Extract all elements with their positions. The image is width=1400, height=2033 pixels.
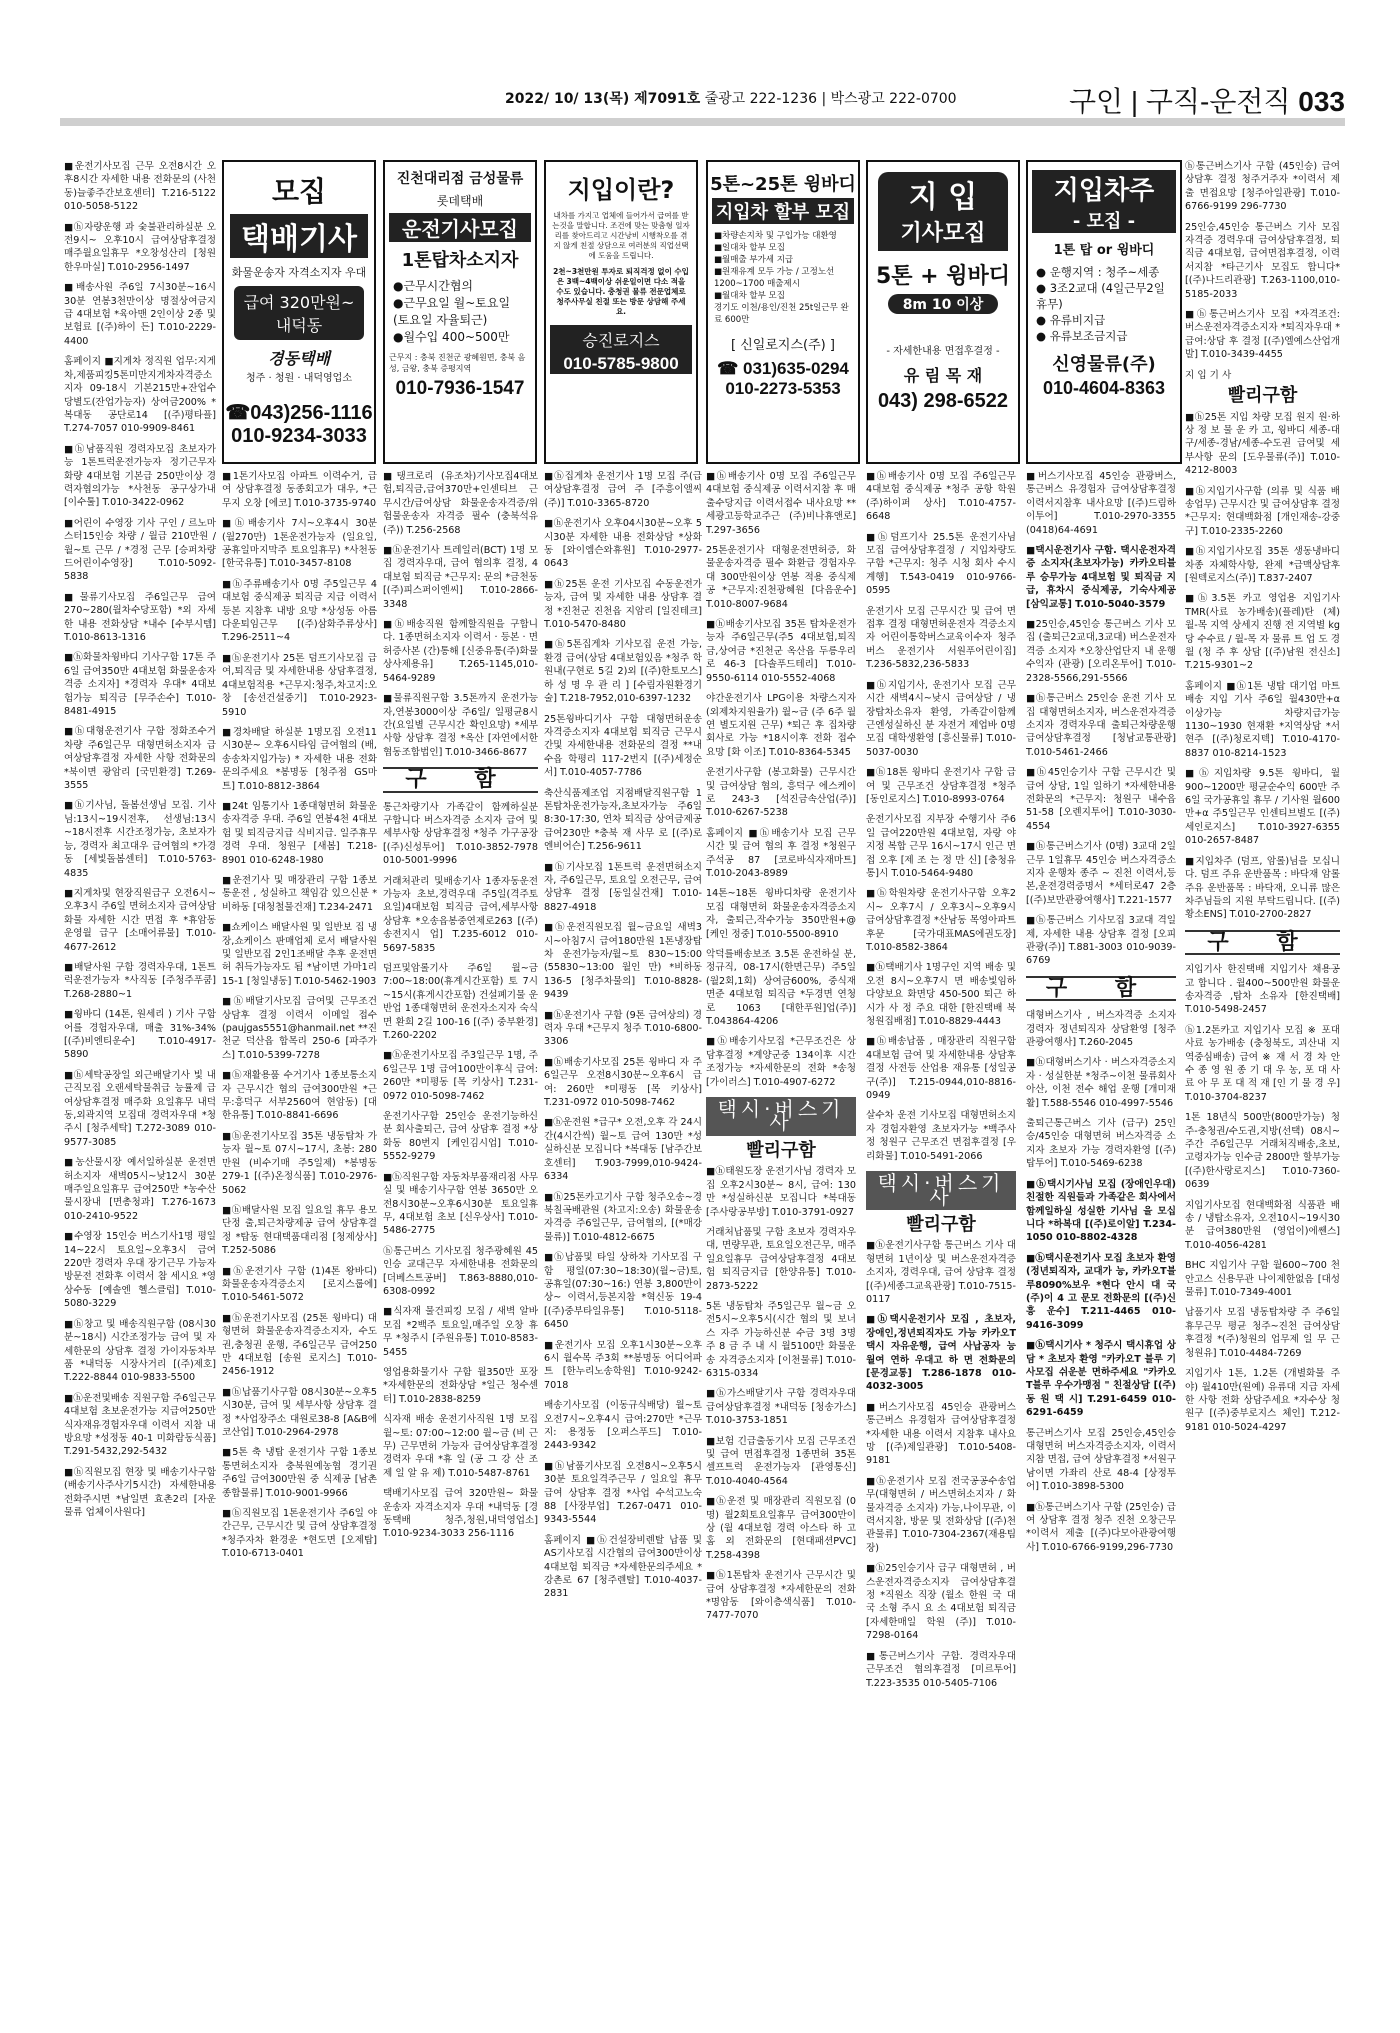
- classified-ad: ■보험 긴급출동기사 모집 근무조건 및 급여 면접후결정 1종면허 35톤 셀프트럭 운전가능자 [관영통신] T.010-4040-4564: [706, 1435, 856, 1487]
- classified-ad: ■ⓗ통근버스기사 구함 (25인승) 급여 상담후 결정 청주 진천 오창근무 *이력서 제출 [(주)다모아관광여행사] T.010-6766-9199,296-7730: [1026, 1501, 1176, 1553]
- box-ad-yurim: [866, 160, 1020, 464]
- classified-ad: 14톤~18톤 윙바디차량 운전기사 모집 대형면허 화물운송자격증소지자, 출퇴근,작수가능 350만원+@ [케인 정중] T.010-5500-8910: [706, 888, 856, 940]
- box-area: 근무지 : 충북 진천군 광혜원면, 충북 음성, 금왕, 충북 증평지역: [389, 353, 526, 373]
- box-ad-kyungdong: [222, 160, 376, 464]
- classified-ad: ⓗ1.2톤카고 지입기사 모집 ※ 포대사료 농가배송 (충청북도, 괴산내 지역중심배송) 급여 ※ 재 서 경 차 안 수 종 영 원 종 기 대 우 농, 포 대 사 료 아 무 포 대 적 재 [인 기 물 경 우] T.010-3704-8237: [1185, 1024, 1340, 1103]
- box-title-2: 지입차 할부 모집: [712, 198, 854, 224]
- classified-ad: ■ⓗ배송기사 0명 모집 주6일근무 4대보험 중식제공 이력서지참 후 매출수당지급 이력서접수 내사요망 **세광고등학교주근 (주)비나휴앤로] T.297-3656: [706, 471, 856, 536]
- ad-column-6: [866, 470, 1016, 2020]
- classified-ad: ■ⓗ통근버스기사 (0명) 3교대 2일근무 1일휴무 45인승 버스자격증소지자 운행차 종주 ~ 진천 이력서,등본,운전경력증명서 *세터로47 2층 [(주)보만관광여행사] T.221-1577: [1026, 841, 1176, 906]
- classified-ad: ■ⓗ운전기사 구함 (1)4톤 왕바디) 화물운송자격증소지 [로지스룹에] T.010-5461-5072: [222, 1265, 377, 1304]
- section-heading-guham: 구 함: [1026, 976, 1176, 1001]
- classified-ad: ■ⓗ운전기사 트레일러(BCT) 1명 모집 경력자우대, 급여 협의후 결정, 4대보험 퇴직금 *근무지: 문의 *금천동 [(주)피스퍼이엔씨] T.010-2866-3348: [383, 545, 538, 610]
- company-logo: 경동택배: [268, 349, 330, 368]
- box-title-1: 5톤~25톤 윙바디: [710, 174, 856, 195]
- classified-ad: 출퇴근통근버스 기사 (급구) 25인승/45인승 대형면허 버스자격증 소지자 초보자 가능 경력자환영 [(주)탑투어] T.010-5469-6238: [1026, 1118, 1176, 1170]
- classified-ad: ■ⓗ배송기사 0명 모집 주6일근무 4대보험 중식제공 *청주 공항 학원 (주)하이퍼 상사] T.010-4757-6648: [866, 471, 1016, 523]
- classified-ad: ■ⓗ대형운전기사 구함 정화조수거차량 주6일근무 대형면허소지자 급여상담후결정 자세한 사항 전화문의 *북이면 광암리 [국민환경] T.269-3555: [64, 726, 216, 792]
- box-item: 경기도 이천/용인/진천 25t일근무 완료 600만: [714, 303, 849, 325]
- classified-ad: 영업용화물기사 구함 월350만 포장 *자세한문의 전화상담 *일근 청수센터] T.010-2838-8259: [383, 1366, 538, 1405]
- classified-ad: 배송기사모집 (이동규식배당) 월~토 오전7시~오후4시 급여:270만 *근무지: 용정동 [오퍼스푸드] T.010-2443-9342: [544, 1400, 702, 1452]
- classified-ad: ■ⓗ직원구함 자동차부품재리점 사무실 및 배송기사구함 연봉 3650만 오전8시30분~오후6시30분 토요일휴무, 4대보험 초보 [신우상사] T.010-5486-2775: [383, 1171, 538, 1237]
- classified-ad: ■어린이 수영장 기사 구인 / 르노마스터15인승 차량 / 월급 210만원 / 월~토 근무 / *경정 근무 [승퍼차량드어린이수영장] T.010-5092-5838: [64, 517, 216, 583]
- ad-column-1: [64, 160, 216, 2020]
- box-title: 운전기사모집: [389, 213, 531, 242]
- classified-ad: ■버스기사모집 45인승 관광버스,통근버스 유경험자 급여상담후결정 이력서지참후 내사요망 [(주)드림하이투어] T.010-2970-3355 (0418)64-4691: [1026, 471, 1176, 536]
- box-phone-2: 010-9234-3033: [231, 425, 367, 447]
- classified-ad: 야간운전기사 LPG이용 차량스지자(외제차지원율가) 월~금 (주 6주 월 연 별도지원 근무) *퇴근 후 집차량 회사로 가능 *18시이후 전화 접수 요망 [화 이조] T.010-8364-5345: [706, 693, 856, 758]
- classified-ad: ■윙바디 (14톤, 원세리 ) 기사 구함 어를 경험자우대, 매출 31%-34% [(주)비엔티운수] T.010-4917-5890: [64, 1009, 216, 1061]
- classified-ad: ■ⓗ운전기사 구함 (9톤 급여상의) 경력자 우대 *근무지 청주 T.010-6800-3306: [544, 1009, 702, 1048]
- box-desc-2: 2천~3천만원 투자로 퇴직걱정 없이 수입은 3백~4백이상 쉬운일이면 다소 적을 수도 있습니다. 충청권 물류 전문업체로 청주사무실 친절 또는 방문 상담해 주세요.: [553, 267, 689, 316]
- ad-column-7: [1026, 470, 1176, 2020]
- classified-ad: ■ⓗ자량운행 과 숯불관리하실분 오전9시~ 오후10시 급여상담후결정 매주월요일휴무 *오창성산리 [청원한우마실] T.010-2956-1497: [64, 221, 216, 273]
- classified-ad: ■ⓗ학원차량 운전기사구함 오후2시~ 오후7시 / 오후3시~오후9시 급여상담후결정 *산남동 목영아파트후문 [국가대표MAS에권도장] T.010-8582-3864: [866, 888, 1016, 953]
- section-heading-guham: 구 함: [383, 767, 538, 792]
- classified-ad: ■운전기사모집 근무 오전8시간 오후8시간 자세한 내용 전화문의 (사천동)늘좋주간보호센터] T.216-5122 010-5058-5122: [64, 161, 216, 213]
- classified-ad: ■ⓗ5톤집게차 기사모집 운전 가능, 환경 급여(상담 4대보험있음 *청주 학원내(구현로 5길 2)외 [(주)한토모스] 하 성 명 우 관 리 ] [수림자원환경기술] T.218-7952,010-6397-1232: [544, 639, 702, 705]
- issue-info: [505, 88, 957, 108]
- section-subheading-quick: 빨리구함: [1227, 385, 1298, 407]
- classified-ad: ■물류직원구함 3.5톤까지 운전가능자,연봉3000이상 주6일/ 일평균8시간(요일별 근무시간 확인요망) *세부사항 상담후 결정 *옥산 [자연에서한협동조합법인] T.010-3466-8677: [383, 693, 538, 758]
- classified-ad: 지입기사 1톤, 1.2톤 (개별화물 주야) 월410만(원예) 유류대 지급 자세한 사항 전화 상담주세요 *자수상 청원구 [(주)중부로지스 체인] T.212-9181 010-5024-4297: [1185, 1368, 1340, 1433]
- ad-column-4: [544, 470, 702, 2020]
- box-item: ■차량손지차 및 구입가능 대환영: [714, 231, 837, 241]
- box-ad-sinil: [706, 160, 860, 464]
- classified-ad: ■ⓗ25인승기사 급구 대형면허 , 버스운전자격증소지자 급여상담후결정 *직원소 직장 (월소 한원 국 대 국 소형 주시 요 소 4대보험 퇴직금 [자세한매일 학원 (주)] T.010-7298-0164: [866, 1563, 1016, 1642]
- section-heading: 택시·버스기사: [866, 1171, 1016, 1210]
- classified-ad: ■쇼케이스 배달사원 및 일반보 집 냉장,쇼케이스 판매업체 로서 배달사원 및 일반모집 2인1조배달 추후 운전면허 취득가능자도 됨 *남이면 가마1리 15-1 [청일냉동] T.010-5462-1903: [222, 922, 377, 987]
- classified-ad: 25톤윙바디기사 구함 대형면허운송 자격증소지자 4대보험 퇴직금 근무시간및 자세한내용 전화문의 결정 **내수읍 학평리 117-2번지 [(주)세정순서] T.010-4057-7786: [544, 713, 702, 779]
- classified-ad: ■ⓗ3.5톤 카고 영업용 지입기사 TMR(사료 농가배송)(플레)탄 (체) 월-목 지역 상세지 진행 전 지역별 kg당 수수료 / 월-목 자 물류 트 업 도 경 월 (청 주 후 상담 [(주)남원 전신소] T.215-9301~2: [1185, 593, 1340, 672]
- ad-column-2: [222, 470, 377, 2020]
- classified-ad: 운전기사 모집 근무시간 및 급여 면접후 결정 대형면허운전자 격증소지자 어린이통학버스교육이수자 청주버스 운전기사 서원푸어린이집] T.236-5832,236-5833: [866, 605, 1016, 671]
- box-item: ● 운행지역 : 청주~세종: [1036, 265, 1160, 279]
- classified-ad: ■ⓗ25톤 지입 차량 모집 원지 원·하 상 정 보 물 운 카 고, 윙바디 세종-대구/세종-경남/세종-수도권 급여및 세부사항 문의 [도우물류(주)] T.010-4212-8003: [1185, 411, 1340, 477]
- box-item: ● 유류비지급: [1036, 313, 1106, 327]
- classified-ad: 지 입 기 사: [1185, 369, 1232, 381]
- classified-ad: ■ⓗ택시기사님 모집 (장애인우대) 친절한 직원들과 가족같은 회사에서 함께일하실 성실한 기사님 을 모십니다 *하복대 [(주)로이알] T.234-1050 010-8802-4328: [1026, 1178, 1176, 1244]
- ad-column-8: [1185, 160, 1340, 2020]
- box-phone-1: ☎043)256-1116: [225, 402, 373, 424]
- classified-ad: ■ⓗ운전및배송 직원구함 주6일근무 4대보험 초보운전가능 지급여250만 식자재유경험자우대 이력서 지참 내방요망 *성정동 40-1 미화람동식품] T.291-5432,292-5432: [64, 1392, 216, 1458]
- classified-ad: 홈페이지 ■ⓗ1톤 냉탑 대기업 마트배송 지입 기사 주6일 월430만+α 이상가능 차량지급가능 1130~1930 현재환 *지역상담 *서현주 [(주)청로지텍] T.010-4170-8837 010-8214-1523: [1185, 680, 1340, 759]
- classified-ad: ■ⓗ통근버스기사 모집 *자격조건: 버스운전자격증소지자 *퇴직자우대 *급여:상담 후 결정 [(주)엘예스산업개발] T.010-3439-4455: [1185, 309, 1340, 361]
- classified-ad: ■ⓗ45인승기사 구함 근무시간 및 급여 상담, 1일 일하기 *자세한내용 전화문의 *근무지: 청원구 내수읍 51-58 [오렌지투어] T.010-3030-4554: [1026, 767, 1176, 832]
- section-name: 구인 | 구직-운전직: [1069, 86, 1291, 117]
- classified-ad: 대형버스기사 , 버스자격증 소지자 경력자 정년퇴직자 상담환영 [청주관광여행사] T.260-2045: [1026, 1010, 1176, 1049]
- section-title: [1069, 80, 1345, 120]
- classified-ad: ■ⓗ배송직원 함께할직원을 구합니다. 1종면허소지자 이력서 · 등본 · 면허증사본 (간)통해 [신중유통(주)화물상사제용유] T.265-1145,010-5464-9289: [383, 619, 538, 684]
- box-item: ●근무요일 월~토요일 (토요일 자율퇴근): [393, 296, 511, 327]
- classified-ad: ■ⓗ배달기사모집 급여및 근무조건 상담후 결정 이력서 이메일 접수(paujgas5551@hanmail.net **진천군 덕산읍 합목리 250-6 [파주가스] T.010-5399-7278: [222, 996, 377, 1061]
- classified-ad: ■ⓗ1톤탑차 운전기사 근무시간 및 급여 상담후결정 *자세한문의 전화 *명암동 [와이층색식품] T.010-7477-7070: [706, 1570, 856, 1622]
- box-ad-sinyoung: [1026, 160, 1182, 464]
- classified-ad: ■ⓗ직원모집 1톤운전기사 주6일 야간근무, 근무시간 및 급여 상담후결정 *청주자차 환경운 *현도면 [오제탑] T.010-6713-0401: [222, 1508, 377, 1560]
- box-phone: 010-4604-8363: [1042, 378, 1166, 398]
- classified-ad: ■물류기사모집 주6일근무 급여 270~280(월차수당포함) *외 자세한 내용 전화상담 *내수 [수부시템] T.010-8613-1316: [64, 591, 216, 643]
- header-rule: [60, 118, 1345, 126]
- box-head: 진천대리점 금성물류: [396, 171, 524, 187]
- box-company: 유 림 목 재: [903, 366, 983, 385]
- box-region: 청주 · 청원 · 내덕영업소: [245, 373, 352, 384]
- classified-ad: ■ⓗ운전기사모집 (25톤 윙바디) 대형면허 화물운송자격증소지자, 수도권,충청권 운행, 주6일근무 급여250만 4대보험 [송원 로지스] T.010-2456-1912: [222, 1312, 377, 1378]
- classified-ad: 홈페이지 ■ⓗ배송기사 모집 근무 시간 및 급여 협의 후 결정 *청원구 주석공 87 [코로바식자재마트] T.010-2043-8989: [706, 827, 856, 879]
- classified-ad: ■ⓗ배송기사 7시~오후4시 30분 (월270만) 1톤운전가능자 (일요일,공휴일마지막주 토요일휴무) *사천동 [한국유통] T.010-3457-8108: [222, 518, 377, 570]
- box-item-list: [393, 278, 527, 346]
- classified-ad: 운전기사모집 지부장 수행기사 주6일 급여220만원 4대보험, 자랑 야 지정 복합 근무 16시~17시 인근 면접 오후 [제 조 는 정 만 신] [충청유통]시 T.010-5464-9480: [866, 814, 1016, 879]
- classified-ad: ■ⓗ배달사원 모집 일요일 휴무 용모단정 출,퇴근차량제공 급여 상담후결정 *탑동 현대택품대리점 [청제상사] T.252-5086: [222, 1204, 377, 1257]
- classified-ad: 홈페이지 ■ⓗ건설장비렌탈 납품 및 AS기사모집 시간협의 급여300만이상 4대보험 퇴직금 *자세한문의주세요 *강촌로 67 [청주렌탈] T.010-4037-2831: [544, 1534, 702, 1600]
- classified-ad: ■ⓗ운전기사모집 35톤 냉동탑차 가능자 월~토 07시~17시, 초봉: 280만원 (비수기매 주5일제) *봉명동 279-1 [(주)온정식품] T.010-2976-5062: [222, 1130, 377, 1196]
- classified-ad: ■ⓗ화물차윙바디 기사구함 17톤 주6일 급여350만 4대보험 화물운송자격증 소지자] *경력자 우대* 4대보험가능 퇴직금 [무주손수] T.010-8481-4915: [64, 652, 216, 718]
- classified-ad: ■농산물시장 예서일하실분 운전면허소지자 새벽05시~낮12시 30분 매주일요일휴무 급여250만 *농수산물시장내 [면총청과] T.276-1673 010-2410-9522: [64, 1157, 216, 1222]
- classified-ad: 살수차 운전 기사모집 대형면허소지자 경험자환영 초보자가능 *백주사정 청원구 근무조건 면접후결정 [우리화물] T.010-5491-2066: [866, 1110, 1016, 1162]
- classified-ad: 홈페이지 ■지게차 정직원 업무:지게차,제품피킹5톤미만지게차자격증소지자 09-18시 기본215만+잔업수당별도(잔업가능자) 상여금200% *복대동 공단로14 [(주)평타플] T.274-7057 010-9909-8461: [64, 356, 216, 435]
- box-item: ● 유류보조금지급: [1036, 329, 1128, 343]
- classified-ad: ■ⓗ운전기사 오후04시30분~오후 5시30분 자세한 내용 전화상담 *상화동 [와이엠슨와휴원] T.010-2977-0643: [544, 518, 702, 570]
- classified-ad: ■ⓗ대형버스기사 · 버스자격증소지자 · 성실한분 *청주~이천 물류회사 아산, 이천 전수 해업 운행 [개미재활] T.588-5546 010-4997-5546: [1026, 1057, 1176, 1109]
- classified-ad: ■ⓗ택시운전기사 모집 , 초보자, 장애인,정년퇴직자도 가능 카카오T 택시 자유운행, 급여 사납공자 능 월여 연하 우대고 하 면 전화문의 [문경교통] T.286-1878 010-4032-3005: [866, 1314, 1016, 1393]
- classified-ad: ■배달사원 구함 경력자우대, 1톤트럭운전가능자 *사직동 [주청주푸쿰] T.268-2880~1: [64, 961, 216, 1000]
- box-title-1: 지 입: [878, 172, 1008, 216]
- classified-ad: 운전기사구함 (봉고화물) 근무시간 및 급여상담 협의, 흥덕구 에스케이로 243-3 [석진금속산업(주)] T.010-6267-5238: [706, 767, 856, 819]
- classified-ad: ⓗ통근버스기사 구함 (45인승) 급여 상담후 결정 청주거주자 *이력서 제출 면접요망 [청주아일관광] T.010-6766-9199 296-7730: [1185, 161, 1340, 213]
- box-item: ■월매출 부가세 지급: [714, 255, 794, 265]
- classified-ad: ■25인승,45인승 통근버스 기사 모집 (출퇴근2교대,3교대) 버스운전자격증 소지자 *오창산업단지 내 운행 수익자 (관광) [오리온투어] T.010-2328-5566,291-5566: [1026, 619, 1176, 684]
- classified-ad: ■ⓗ지입차량 9.5톤 윙바디, 월900~1200만 평균순수익 600만 주6일 국가공휴일 휴무 / 기사원 월600만+α 주5일근무 인센티브별도 [(주)세인로지스] T.010-3927-6355 010-2657-8487: [1185, 768, 1340, 847]
- section-heading-guham: 구 함: [1185, 930, 1340, 955]
- classified-ad: 축산식품제조업 지점배달직원구함 1톤탑차운전가능자,초보자가능 주6일 8:30-17:30, 연차 퇴직금 상여금제공 급여230만 *충북 재 사무 로 [(주)로엔비어슨] T.256-9611: [544, 787, 702, 853]
- classified-ad: ■ⓗ택시운전기사 모집 초보자 환영 (정년퇴직자, 교대가 능, 카카오T블루8090%보우 *현다 안시 대 국 (주)이 4 고 문모 전화문의 [(주)신흥 운수] T.211-4465 010-9416-3099: [1026, 1252, 1176, 1331]
- classified-ad: ■ⓗ통근버스 기사모집 3교대 격일제, 자세한 내용 상담후 결정 [오피관광(주)] T.881-3003 010-9039-6769: [1026, 915, 1176, 967]
- classified-ad: ■ⓗ지입기사구함 (의류 및 식품 배송업무) 근무시간 및 급여상담후 결정 *근무지: 현대백화점 [개인재송-강중구] T.010-2335-2260: [1185, 485, 1340, 537]
- classified-ad: 통근차량기사 가족같이 함께하실분 구합니다 버스자격증 소지자 급여 및 세부사항 상담후결정 *청주 가구공장 [(주)신성투어] T.010-3852-7978 010-5001-9996: [383, 801, 538, 867]
- classified-ad: ■ⓗ세탁공장일 외근배달기사 빛 내근직모집 오랜세탁물취급 능률제 급여상담후결정 매주화 요일휴무 내덕동,외곽지역 모집대 경력자우대 *청주시 [청주세탁] T.272-3089 010-9577-3085: [64, 1069, 216, 1148]
- box-phone-2: 010-2273-5353: [725, 379, 841, 398]
- classified-ad: 택배기사모집 급여 320만원~ 화물운송자 자격소지자 우대 *내덕동 [경동택배 청주,청원,내덕영업소] T.010-9234-3033 256-1116: [383, 1488, 538, 1540]
- box-title: 지입차주: [1032, 170, 1176, 207]
- classified-ad: ■ⓗ직원모집 현장 및 배송기사구함(배송기사주사기5시간) 자세한내용 전화주시면 *남일면 효촌2리 [자운물류 업체이사원다]: [64, 1466, 216, 1518]
- box-note: - 자세한내용 면접후결정 -: [886, 346, 1000, 357]
- classified-ad: ■수영장 15인승 버스기사1명 평일14~22시 토요일~오후3시 급여220만 경력자 우대 장기근무 가능자 방문전 전화후 이력서 참 세시요 *영 상수동 [예솔엔 헬스클럽] T.010-5080-3229: [64, 1231, 216, 1310]
- classified-ad: 5톤 냉동탑차 주5일근무 월~금 오전5시~오후5시(시간 협의 및 보너스 자주 가능하신분 수금 3명 3명 주 8 금 주 내 시 월5100만 화물운송 자격증소지자 [이천물류] T.010-6315-0334: [706, 1300, 856, 1379]
- classified-ad: 25인승,45인승 통근버스 기사 모집 자격증 경력우대 급여상담후결정, 퇴직금 4대보험, 급여면접후결정, 이력서지참 *타근기사 모집도 합니다* [(주)나드리관광] T.263-1100,010-5185-2033: [1185, 221, 1340, 300]
- classified-ad: ■ⓗ택시기사 * 청주시 택시휴업 상담 * 초보자 환영 "카카오T 블루 기사모집 쉬운분 면하주세요 "카카오T블루 우수가맹점 " 친절상담 [(주)동 원 택 시] T.291-6459 010-6291-6459: [1026, 1340, 1176, 1419]
- classified-ad: ■ⓗ재활용품 수거기사 1종보통소지자 근무시간 협의 급여300만원 *근무:흥덕구 서부2560여 현암동) [대한유통] T.010-8841-6696: [222, 1070, 377, 1122]
- classified-ad: ■ⓗ덤프기사 25.5톤 운전기사님 모집 급여상담후결정 / 지입차량도 구함 *근무지: 청주 시청 회사 수시계행] T.543-0419 010-9766-0595: [866, 531, 1016, 597]
- classified-ad: BHC 지입기사 구함 월600~700 천안고스 신용무관 나이제한없음 [대성물류] T.010-7349-4001: [1185, 1260, 1340, 1299]
- classified-ad: ⓗ통근버스 기사모집 청주광혜원 45인승 교대근무 자세한내용 전화문의 [더베스트공버] T.863-8880,010-6308-0992: [383, 1245, 538, 1297]
- classified-ad: ■ⓗ배송기사모집 25톤 윙바디 자 주6일근무 오전8시30분~오후6시 급여: 260만 *미평동 [목 키상사] T.231-0972 010-5098-7462: [544, 1056, 702, 1109]
- box-phone-1: ☎ 031)635-0294: [717, 359, 849, 378]
- classified-ad: 통근버스기사 모집 25인승,45인승 대형면허 버스자격증소지자, 이력서지참 면접, 급여 상담후결정 *서원구 남이면 가좌리 산로 48-4 [상정투어] T.010-3898-5300: [1026, 1427, 1176, 1493]
- box-item: ●월수입 400~500만: [393, 330, 510, 344]
- classified-ad: 운전기사구함 25인승 운전기능하신분 회사출퇴근, 급여 상담후 결정 *상화동 80번지 [케인김시업] T.010-5552-9279: [383, 1111, 538, 1163]
- box-company: [ 신일로지스(주) ]: [731, 338, 835, 353]
- box-title-1: 모집: [271, 175, 327, 208]
- classified-ad: ■ⓗ운전직원모집 월~금요일 새벽3시~아침7시 급여180만원 1톤냉장탑차 운전가능자/월~토 830~15:00 (55830~13:00 월인 만) *비하동136-5 [청주차물의] T.010-8828-9439: [544, 922, 702, 1001]
- classified-ad: ■ⓗ기사님, 돌봄선생님 모집. 기사님:13시~19시전후, 선생님:13시~18시전후 시간조정가능, 초보자가능, 경력자 최고대우 급여협의 *가경동 [세빛돌봄센터] T.010-5763-4835: [64, 800, 216, 879]
- contact-numbers: 줄광고 222-1236 | 박스광고 222-0700: [704, 91, 957, 107]
- classified-ad: ■ⓗ택배기사 1명구인 지역 배송 및 오전 8시~오후7시 면 배송빛임하 다양보요 화면당 450-500 퇴근 하시가 사 정 주요 대한 [한진택배 북청원집배점] T.010-8829-4443: [866, 962, 1016, 1028]
- classified-ad: ■경차배달 하실분 1명모집 오전11시30분~ 오후6시타임 급여협의 (배,송송차지입가능) * 자세한 내용 전화문의주세요 *봉명동 [청주점 GS마트] T.010-8812-3864: [222, 726, 377, 792]
- box-size: 8m 10 이상: [888, 294, 998, 314]
- classified-ad: ■지입차주 (덤프, 암롤)님을 모십니다. 덤프 주유 운반품목 : 바닥재 암롤 주유 운반품목 : 바닥재, 오니류 많은 차주님들의 지원 부탁드립니다. [(주)황소ENS] T.010-2700-2827: [1185, 855, 1340, 921]
- classified-ad: ■ⓗ운전기사 모집 전국공공수송업무(대형면허 / 버스면허소지자 / 화물자격증 소지자) 가능,나이무관, 이력서지참, 방문 및 전화상담 [(주)천관물류] T.010-7304-2367(재용팀장): [866, 1475, 1016, 1554]
- classified-ad: ■ⓗ운전기사구함 통근버스 기사 대형면허 1년이상 및 버스운전자격증소지자, 경력우대, 급여 상담후 결정 [(주)세종그교육관광] T.010-7515-0117: [866, 1240, 1016, 1305]
- classified-ad: ■5톤 축 냉탑 운전기사 구함 1종보통면허소지자 충북원예농협 경기권 주6일 급여300만원 중 식제공 [남촌종합물류] T.010-9001-9966: [222, 1447, 377, 1499]
- box-phone: 043) 298-6522: [877, 390, 1009, 412]
- box-sub: 화물운송자 자격소지자 우대: [231, 266, 367, 279]
- classified-ad: ■ⓗ배송납품 , 매장관리 직원구함 4대보험 급여 및 자세한내용 상담후결정 사전등 산업용 재유통 [성일공구(주)] T.215-0944,010-8816-0949: [866, 1036, 1016, 1102]
- box-pay: 급여 320만원~: [243, 293, 355, 312]
- classified-ad: ■택시운전기사 구함. 택시운전자격증 소지자(초보자가능) 카카오티블루 승무가능 4대보험 및 퇴직금 지급, 휴차시 중식제공, 기숙사제공 [삼익교통] T.010-5040-3579: [1026, 545, 1176, 610]
- box-item: ■월대차 할부 모집: [714, 291, 785, 301]
- classified-ad: ■1톤기사모집 아파트 이력수거, 급여 상담후결정 동종회고가 대우, *근무지 오창 [에코] T.010-3735-9740: [222, 471, 377, 509]
- box-sub: 1톤탑차소지자: [401, 250, 519, 271]
- classified-ad: ■ⓗ18톤 윙바디 운전기사 구함 급여 및 근무조건 상담후결정 *청주 [동인로지스] T.010-8993-0764: [866, 767, 1016, 805]
- classified-ad: ■ⓗ배송기사모집 35톤 탑차운전가능자 주6일근무(주5 4대보험,퇴직금,상여금 *진천군 옥산읍 두릉우리로 46-3 [다솔푸드테리] T.010-9550-6114 010-5552-4068: [706, 619, 856, 684]
- classified-ad: ■탱크로리 (유조차)기사모집4대보험,퇴직금,급여370만+인센티브 근무시간/급여상담 화물운송자격증/위험물운송자 자격증 필수 (충북석유(주)) T.256-2568: [383, 471, 538, 536]
- classified-ad: ■ⓗ운전원 *급구* 오전,오후 각 24시간(4시간씩) 월~토 급여 130만 *성실하신분 모집니다 *복대동 [남주간보호센터] T.903-7999,010-9424-6334: [544, 1117, 702, 1183]
- section-subheading-quick: 빨리구함: [906, 1213, 976, 1235]
- classified-ad: ■버스기사모집 45인승 관광버스 통근버스 유경험자 급여상담후결정 *자세한 내용 이력서 지참후 내사요망 [(주)제일관광] T.010-5408-9181: [866, 1401, 1016, 1467]
- box-title: 지입이란?: [567, 176, 675, 204]
- classified-ad: ■ⓗ지입기사모집 35톤 생동냉바디 차종 자체학사항, 완제 *급맥상담후 [원텍로지스(주)] T.837-2407: [1185, 546, 1340, 584]
- ad-column-3: [383, 470, 538, 2020]
- classified-ad: 거래처관리 및배송기사 1종자동운전가능자 초보,경력우대 주5일(격주토요일)4대보험 퇴직금 급여,세부사항상담후 *오송읍봉중연제로263 [(주)송전지시 업] T.235-6012 010-5697-5835: [383, 875, 538, 954]
- classified-ad: 1톤 18년식 500만(800만가능) 청주-충청권/수도권,지방(선택) 08시~주간 주6일근무 거래처직배송,초보,고령자가능 인수금 2800만 할부가능 [(주)한사랑로지스] T.010-7360-0639: [1185, 1112, 1340, 1191]
- classified-ad: ■ⓗ납품및 타일 상하차 기사모집 구함 평일(07:30~18:30)(월~금)토, 공휴일(07:30~16:) 연봉 3,800만이상~ 이력서,등본지참 *혁신동 19-4 [(주)중부타일유통] T.010-5118-6450: [544, 1252, 702, 1331]
- classified-ad: ■ⓗ남품기사모집 오전8시~오후5시30분 토요일격주근무 / 일요일 휴무 급여 상담후 결정 *사업 수석고노숙 88 [사장부업] T.267-0471 010-9343-5544: [544, 1460, 702, 1526]
- box-item: ■일대차 할부 모집: [714, 243, 785, 253]
- classified-ad: ■식자재 물건피킹 모집 / 새벽 알바모집 *2백주 토요일,매주일 오창 휴무 *청주시 [주원유통] T.010-8583-5455: [383, 1306, 538, 1358]
- classified-ad: 지입기사 한진택배 지입기사 채용공고 합니다 . 월400~500만원 화물운송자격증 ,탑차 소유자 [한진택배] T.010-5498-2457: [1185, 964, 1340, 1016]
- classified-ad: ■ⓗ창고 및 배송직원구함 (08시30분~18시) 시간조정가능 급여 및 자세한문의 상담후 결정 가이자동차부품 *내덕동 시장사거리 [(주)제호] T.222-8844 010-9833-5500: [64, 1318, 216, 1384]
- classified-ad: ■ⓗ운전 및 매장관리 직원모집 (0명) 월2회토요일휴무 급여300만이상 (월 4대보험 경력 아스타 하 고 홈 외 전화문의 [현대패션PVC] T.258-4398: [706, 1496, 856, 1561]
- section-subheading-quick: 빨리구함: [746, 1139, 816, 1161]
- box-sub: - 모집 -: [1032, 207, 1176, 233]
- box-area: 내덕동: [275, 316, 323, 335]
- page-header: [60, 80, 1345, 117]
- classified-ad: 지입기사모집 현대백화점 식품관 배송 / 냉탑소유자, 오전10시~19시30분 급여380만원 (영업이)에쎈스] T.010-4056-4281: [1185, 1199, 1340, 1251]
- box-phone: 010-7936-1547: [395, 378, 525, 399]
- classified-ad: ■통근버스기사 구함. 경력자우대 근무조건 협의후결정 [미르투어] T.223-3535 010-5405-7106: [866, 1650, 1016, 1689]
- box-item: ■원재유계 모두 가능 / 고정노선 1200~1700 매출제시: [714, 267, 835, 289]
- box-item: ● 3조2교대 (4일근무2일휴무): [1036, 281, 1165, 311]
- page-number: 033: [1298, 86, 1345, 117]
- classified-ad: ■ⓗ가스배달기사 구함 경력자우대 급여상담후결정 *내덕동 [청송가스] T.010-3753-1851: [706, 1388, 856, 1427]
- box-desc: 내차를 가지고 업체에 들어가서 급여를 받는것을 말합니다. 조건에 맞는 맞춤형 일자리를 찾아드리고 시간낭비 시행착오를 겪지 않게 친절 상담으로 여러분의 직업선택에 도움을 드립니다.: [552, 211, 690, 260]
- box-kind: 1톤 탑 or 윙바디: [1053, 243, 1155, 258]
- box-phone: 010-5785-9800: [550, 354, 692, 374]
- classified-ad: 덤프및암롤기사 주6일 월~금 7:00~18:00(휴계시간포함) 토 7시~15시(휴게시간포함) 건설폐기물 운반업 1종대형면허 운전자소지자 숙식면 환희 2길 100-16 [(주) 중부환경] T.260-2202: [383, 963, 538, 1042]
- box-company: 승진로지스: [550, 325, 692, 354]
- box-title-2: 택배기사: [230, 214, 368, 258]
- classified-ad: ■운전기사 모집 오후1시30분~오후6시 월수목 주3회 **봉명동 어디어파트 [한누리노송학원] T.010-9242-7018: [544, 1339, 702, 1391]
- box-ad-seungjin: [544, 160, 698, 464]
- classified-ad: ■ⓗ집게차 운전기사 1명 모집 주(급여상담후결정 급여 주 [주흥이앨씨(주)] T.010-3365-8720: [544, 471, 702, 509]
- ad-column-5: [706, 470, 856, 2020]
- classified-ad: ■ⓗ운전기사 25톤 덤프기사모집 급여,퇴직금 및 자세한내용 상담후결정, 4대보험적용 *근무지:청주,차고지:오창 [송선건설중기] T.010-2923-5910: [222, 652, 377, 718]
- classified-ad: ■ⓗ지입기사, 운전기사 모집 근무시간 새벽4시~낮시 급여상담 / 냉장탑차소유자 환영, 가족같이함께 근엔성실하신 분 자전거 제업바 0명 모집 대학생환영 [흥신물류] T.010-5037-0030: [866, 679, 1016, 758]
- box-item-list: [714, 230, 852, 326]
- classified-ad: 납품기사 모집 냉동탑차량 주 주6일휴무근무 평균 청주~진천 급여상담후결정 *(주)청원의 업무제 일 무 근 청원유] T.010-4484-7269: [1185, 1307, 1340, 1359]
- box-item-list: [1036, 264, 1172, 344]
- classified-ad: ■ⓗ주류배송기사 0명 주5일근무 4대보험 중식제공 퇴직금 지급 이력서 등본 지참후 내방 요망 *상성동 아름다운퇴임근무 [(주)삼화주류상사] T.296-2511~4: [222, 578, 377, 644]
- classified-ad: ■ⓗ운전기사모집 주3일근무 1명, 주6일근무 1명 급여100만이후식 급여: 260만 *미평동 [목 키상사] T.231-0972 010-5098-7462: [383, 1050, 538, 1102]
- box-ad-lotte: [383, 160, 537, 464]
- classified-ad: 식자재 배송 운전기사직원 1명 모집 월~토: 07:00~12:00 월~금 (비 근무) 근무면허 가능자 급여상담후결정 경력자 우대 *휴 일 (공 그 강 산 조 제 일 알 유 제) T.010-5487-8761: [383, 1414, 538, 1479]
- classified-ad: 25톤운전기사 대형운전면허증, 화물운송자격증 필수 화환급 경험자우대 300만원이상 연봉 적용 중식제공 *근무지:진천광혜원 [다음운수] T.010-8007-9684: [706, 545, 856, 610]
- box-truck: 5톤 + 윙바디: [875, 264, 1011, 289]
- classified-ad: 악덕를배송보조 3.5톤 운전하실 분, 정규직, 08-17시(한면근무) 주5일(월2회,1회) 상여금600%, 중식재 면준 4대보험 퇴직금 *두경면 연청로 1063 [대한푸원]업(주)] T.043864-4206: [706, 949, 856, 1028]
- classified-ad: ■배송사원 주6일 7시30분~16시30분 연봉3천만이상 명절상여금지급 4대보험 *육아맨 2인이상 2종 및 보험료 [(주)하이 든] T.010-2229-4400: [64, 282, 216, 347]
- classified-ad: 거래처납품및 구함 초보자 경력자우대, 면량무관, 토요일오전근무, 매주일요일휴무 급여상담후결정 4대보험 퇴직금지급 [한양유통] T.010-2873-5222: [706, 1226, 856, 1292]
- classified-ad: ■운전기사 및 매장관리 구함 1종보통운전 , 성실하고 책임감 있으신분 *비하동 [대청철물건재] T.234-2471: [222, 874, 377, 913]
- classified-ad: ■지게차및 현장직원급구 오전6시~ 오후3시 주6일 면허소지자 급여상담 화물 자세한 시간 면접 후 *휴암동 운영월 급구 [소매어류물] T.010-4677-2612: [64, 887, 216, 953]
- classified-ad: ■ⓗ25톤 운전 기사모집 수동운전가능자, 급여 및 자세한 내용 상담후 결정 *진천군 진천읍 지암리 [일진테크] T.010-5470-8480: [544, 578, 702, 631]
- box-company: 신영물류(주): [1052, 354, 1156, 375]
- classified-ad: ■24t 임통기사 1종대형면허 화물운송자격증 우대. 주6일 연봉4천 4대보험 및 퇴직금지급 식비지급. 일주휴무 경력 우대. 청원구 [새봄] T.218-8901 010-6248-1980: [222, 800, 377, 866]
- classified-ad: ■ⓗ태원도장 운전기사님 경력자 모집 오후2시30분~ 8시, 급여: 130만 *성실하신분 모집니다 *복대동 [주사랑공부방] T.010-3791-0927: [706, 1166, 856, 1218]
- classified-ad: ■ⓗ25톤카고기사 구함 청주오송~경북칠곡배관원 (차고지:오송) 화물운송자격증 주6일근무, 급여협의, [(*매강물류)] T.010-4812-6675: [544, 1191, 702, 1243]
- classified-ad: ■ⓗ배송기사모집 *근무조건은 상담후결정 *계양군중 134이후 시간조정가능 *자세한문의 전화 *송청 [가이러스] T.010-4907-6272: [706, 1036, 856, 1088]
- classified-ad: ■ⓗ기사모집 1톤트럭 운전면허소지자, 주6일근무, 토요일 오전근무, 급여 상담후 결정 [동일실건재] T.010-8827-4918: [544, 861, 702, 913]
- issue-date: 2022/ 10/ 13(목) 제7091호: [505, 91, 701, 107]
- section-heading: 택시·버스기사: [706, 1097, 856, 1136]
- box-title-2: 기사모집: [878, 216, 1008, 251]
- classified-ad: ■ⓗ남품직원 경력자모집 초보자가능 1톤트럭운전가능자 정기근무자 화량 4대보험 기본급 250만이상 경력자협의가능 *사천동 공구상가내 [이수툴] T.010-3422-0962: [64, 443, 216, 509]
- classified-ad: ■ⓗ납품기사구함 08시30분~오후5시30분, 급여 및 세부사항 상담후 결정 *사업장주소 대원로38-8 [A&B에코산업] T.010-2964-2978: [222, 1386, 377, 1438]
- classified-ad: ■ⓗ통근버스 25인승 운전 기사 모집 대형면허소지자, 버스운전자격증 소지자 경력자우대 출퇴근차량운행 급여상담후결정 [청남교통관광] T.010-5461-2466: [1026, 693, 1176, 758]
- box-item: ●근무시간협의: [393, 279, 474, 293]
- box-brand: 롯데택배: [436, 194, 484, 208]
- box-pay-block: [234, 286, 364, 340]
